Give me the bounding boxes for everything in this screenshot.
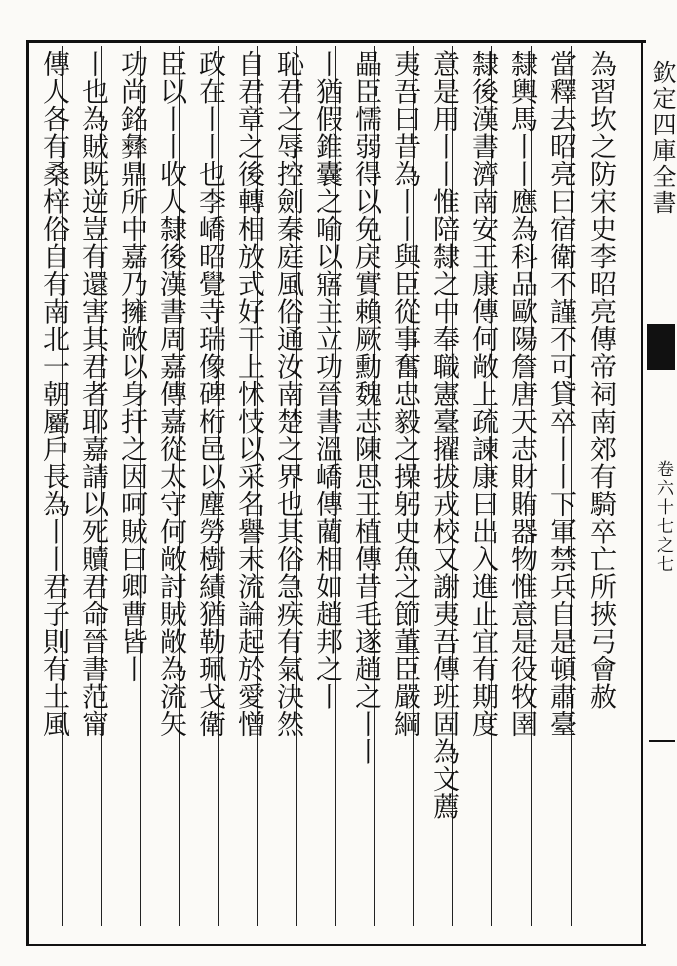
text-column: 恥君之辱控劍秦庭風俗通汝南楚之界也其俗急疾有氣決然 — [272, 50, 303, 738]
text-column: 為習坎之防宋史李昭亮傳帝祠南郊有騎卒亡所挾弓會赦 — [585, 50, 616, 710]
text-column: 隸輿馬丨丨應為科品歐陽詹唐天志財賄器物惟意是役牧圉 — [506, 50, 537, 738]
text-column: 臣以丨丨收人隸後漢書周嘉傳嘉從太守何敞討賊敞為流矢 — [155, 50, 186, 738]
text-column: 傳人各有桑梓俗自有南北一朝屬戶長為丨丨君子則有土風 — [38, 50, 69, 738]
text-column: 丨也為賊既逆豈有還害其君者耶嘉請以死贖君命晉書范甯 — [77, 50, 108, 738]
page-margin — [641, 40, 677, 946]
fish-tail-mark — [647, 324, 675, 370]
text-column: 政在丨丨也李嶠昭覺寺瑞像碑桁邑以塵勞樹績猶勒珮戈衛 — [194, 50, 225, 738]
text-column: 當釋去昭亮曰宿衛不謹不可貸卒丨丨下軍禁兵自是頓肅臺 — [545, 50, 576, 738]
margin-rule — [649, 740, 675, 742]
text-column: 隸後漢書濟南安王康傳何敞上疏諫康曰出入進止宜有期度 — [467, 50, 498, 738]
text-column: 自君章之後轉相放式好干上怵忮以采名譽末流論起於愛憎 — [233, 50, 264, 738]
book-title: 欽定四庫全書 — [648, 60, 676, 216]
text-column: 功尚銘彝鼎所中嘉乃擁敞以身扞之因呵賊曰卿曹皆丨 — [116, 50, 147, 683]
text-column: 畾臣懦弱得以免戾實賴厥勳魏志陳思王植傳昔毛遂趙之丨丨 — [350, 50, 381, 765]
volume-number: 卷六十七之七 — [653, 460, 673, 574]
text-column: 意是用丨丨惟陪隸之中奉職憲臺擢拔戎校又謝夷吾傳班固為文薦 — [428, 50, 459, 820]
text-column: 夷吾曰昔為丨丨與臣從事奮忠毅之操躬史魚之節董臣嚴綱 — [389, 50, 420, 738]
text-column: 丨猶假錐囊之喻以寤主立功晉書溫嶠傳藺相如趙邦之丨 — [311, 50, 342, 710]
